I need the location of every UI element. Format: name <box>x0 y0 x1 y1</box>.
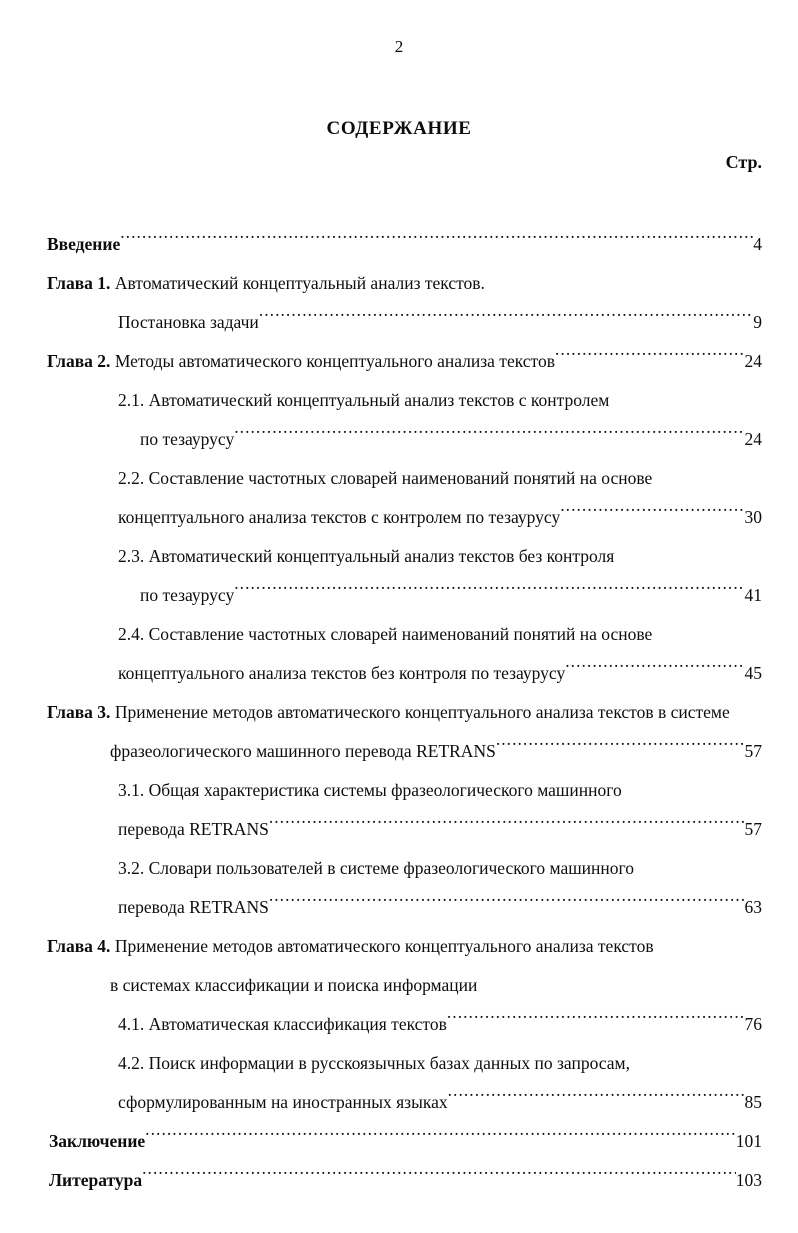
dot-leader <box>234 428 744 445</box>
toc-line[interactable] <box>0 342 798 381</box>
toc-entry[interactable] <box>0 459 798 537</box>
dot-leader <box>259 311 753 328</box>
toc-entry-text: 2.4. Составление частотных словарей наименований понятий на основе <box>118 624 653 644</box>
toc-line[interactable] <box>0 771 798 810</box>
toc-page-number: 76 <box>744 1014 762 1034</box>
toc-line[interactable] <box>0 1161 798 1200</box>
toc-entry-text: Глава 1. Автоматический концептуальный анализ текстов. <box>47 273 485 293</box>
toc-line[interactable] <box>0 225 798 264</box>
toc-entry-label: Заключение <box>49 1131 146 1151</box>
toc-line[interactable] <box>0 1005 798 1044</box>
toc-page-number: 63 <box>744 897 762 917</box>
dot-leader <box>234 584 744 601</box>
dot-leader <box>496 740 745 757</box>
table-of-contents <box>0 225 798 1200</box>
toc-line[interactable] <box>0 732 798 771</box>
toc-entry-text: 2.2. Составление частотных словарей наименований понятий на основе <box>118 468 653 488</box>
toc-page-number: 57 <box>744 741 762 761</box>
toc-entry[interactable] <box>0 693 798 771</box>
toc-entry-text <box>49 1161 142 1200</box>
toc-entry[interactable] <box>0 225 798 264</box>
dot-leader <box>555 350 745 367</box>
toc-entry-label: Глава 4. <box>47 936 111 956</box>
toc-entry[interactable] <box>0 381 798 459</box>
toc-line[interactable] <box>0 693 798 732</box>
dot-leader <box>269 896 745 913</box>
toc-entry-text: перевода RETRANS <box>118 897 269 917</box>
toc-line[interactable] <box>0 654 798 693</box>
dot-leader <box>120 233 753 250</box>
toc-entry-label: Введение <box>47 234 121 254</box>
toc-entry[interactable] <box>0 537 798 615</box>
toc-entry-text <box>49 1122 145 1161</box>
toc-line[interactable] <box>0 459 798 498</box>
toc-entry[interactable] <box>0 1122 798 1161</box>
toc-entry-label: Глава 3. <box>47 702 111 722</box>
toc-page-number: 57 <box>744 819 762 839</box>
toc-page-number: 9 <box>753 312 762 332</box>
toc-line[interactable] <box>0 1122 798 1161</box>
toc-entry[interactable] <box>0 1005 798 1044</box>
dot-leader <box>448 1091 745 1108</box>
toc-entry-text: Глава 4. Применение методов автоматического концептуального анализа текстов <box>47 936 654 956</box>
toc-entry-label: Глава 1. <box>47 273 111 293</box>
dot-leader <box>447 1013 745 1030</box>
toc-entry-text: перевода RETRANS <box>118 819 269 839</box>
toc-line[interactable] <box>0 810 798 849</box>
toc-entry-label: Глава 2. <box>47 351 111 371</box>
toc-entry-text: в системах классификации и поиска информации <box>110 975 478 995</box>
toc-entry-text: концептуального анализа текстов без контроля по тезаурусу <box>118 663 566 683</box>
toc-entry-text: Глава 2. Методы автоматического концептуального анализа текстов <box>47 351 555 371</box>
toc-entry-text: 4.2. Поиск информации в русскоязычных базах данных по запросам, <box>118 1053 630 1073</box>
toc-entry-text: 2.3. Автоматический концептуальный анализ текстов без контроля <box>118 546 615 566</box>
toc-line[interactable] <box>0 615 798 654</box>
toc-entry[interactable] <box>0 849 798 927</box>
toc-line[interactable] <box>0 420 798 459</box>
toc-entry-text: по тезаурусу <box>140 585 235 605</box>
toc-page-number: 101 <box>735 1131 762 1151</box>
toc-line[interactable] <box>0 1083 798 1122</box>
toc-entry[interactable] <box>0 771 798 849</box>
toc-page-number: 24 <box>744 351 762 371</box>
toc-entry-text <box>47 225 120 264</box>
toc-entry[interactable] <box>0 1044 798 1122</box>
page-title: СОДЕРЖАНИЕ <box>326 118 472 139</box>
toc-entry[interactable] <box>0 927 798 1005</box>
toc-entry-text: Глава 3. Применение методов автоматического концептуального анализа текстов в системе <box>47 702 730 722</box>
toc-line[interactable] <box>0 381 798 420</box>
toc-entry[interactable] <box>0 264 798 342</box>
toc-entry-text: 2.1. Автоматический концептуальный анализ текстов с контролем <box>118 390 610 410</box>
toc-line[interactable] <box>0 576 798 615</box>
toc-entry-text: 3.1. Общая характеристика системы фразеологического машинного <box>118 780 622 800</box>
dot-leader <box>565 662 744 679</box>
toc-page-number: 85 <box>744 1092 762 1112</box>
toc-entry-text: фразеологического машинного перевода RETRANS <box>110 741 496 761</box>
toc-line[interactable] <box>0 1044 798 1083</box>
toc-line[interactable] <box>0 927 798 966</box>
toc-entry-text: по тезаурусу <box>140 429 235 449</box>
page-column-header: Стр. <box>725 152 762 172</box>
toc-entry-text: 3.2. Словари пользователей в системе фразеологического машинного <box>118 858 635 878</box>
dot-leader <box>269 818 745 835</box>
toc-page-number: 45 <box>744 663 762 683</box>
toc-page-number: 41 <box>744 585 762 605</box>
toc-entry[interactable] <box>0 1161 798 1200</box>
dot-leader <box>560 506 744 523</box>
toc-page-number: 103 <box>735 1170 762 1190</box>
toc-entry-label: Литература <box>49 1170 143 1190</box>
toc-entry-text: Постановка задачи <box>118 312 259 332</box>
toc-entry-text: сформулированным на иностранных языках <box>118 1092 448 1112</box>
toc-page-number: 4 <box>753 234 762 254</box>
toc-page-number: 24 <box>744 429 762 449</box>
toc-line[interactable] <box>0 264 798 303</box>
dot-leader <box>145 1130 736 1147</box>
toc-entry[interactable] <box>0 615 798 693</box>
toc-line[interactable] <box>0 303 798 342</box>
page-number: 2 <box>394 37 404 56</box>
dot-leader <box>142 1169 736 1186</box>
toc-line[interactable] <box>0 888 798 927</box>
toc-page-number: 30 <box>744 507 762 527</box>
toc-line[interactable] <box>0 498 798 537</box>
toc-entry-text: концептуального анализа текстов с контролем по тезаурусу <box>118 507 561 527</box>
toc-entry[interactable] <box>0 342 798 381</box>
toc-line[interactable] <box>0 966 798 1005</box>
toc-line[interactable] <box>0 849 798 888</box>
toc-line[interactable] <box>0 537 798 576</box>
toc-entry-text: 4.1. Автоматическая классификация текстов <box>118 1014 447 1034</box>
